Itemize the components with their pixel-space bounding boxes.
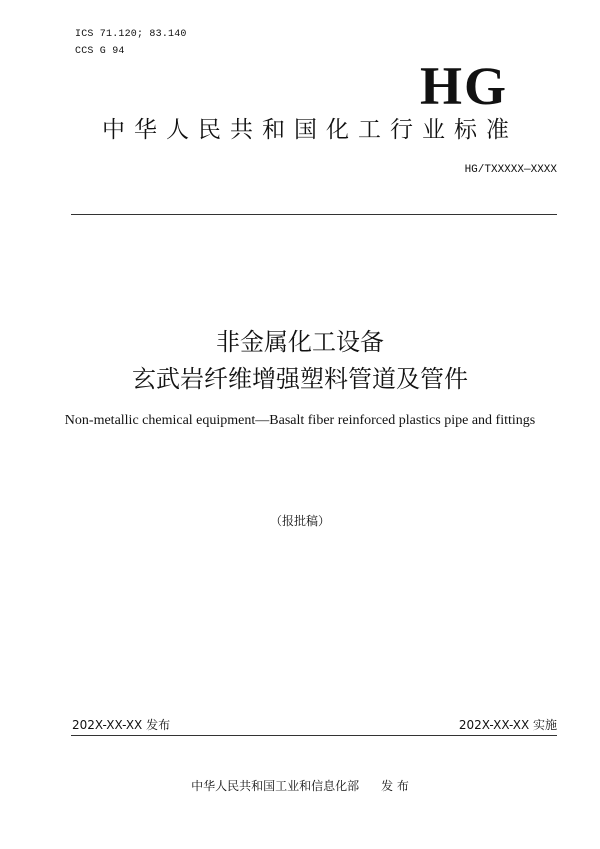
- hg-logo: HG: [420, 56, 509, 116]
- title-en: Non-metallic chemical equipment—Basalt fiber reinforced plastics pipe and fittings: [64, 413, 536, 428]
- implementation-date: 202X-XX-XX 实施: [458, 718, 557, 732]
- standard-number: HG/TXXXXX—XXXX: [464, 164, 557, 176]
- bottom-divider: [71, 735, 557, 736]
- ccs-code: CCS G 94: [75, 46, 125, 57]
- top-divider: [71, 214, 557, 215]
- publisher-action: 发 布: [381, 779, 409, 793]
- draft-status: （报批稿）: [269, 514, 330, 528]
- standard-category-title: 中华人民共和国化工行业标准: [102, 117, 518, 143]
- issue-date: 202X-XX-XX 发布: [72, 718, 171, 732]
- title-zh-line2: 玄武岩纤维增强塑料管道及管件: [132, 365, 468, 393]
- publisher-name: 中华人民共和国工业和信息化部: [191, 779, 360, 793]
- publisher: [0, 777, 600, 794]
- ics-code: ICS 71.120; 83.140: [75, 29, 187, 40]
- title-zh-line1: 非金属化工设备: [216, 328, 384, 356]
